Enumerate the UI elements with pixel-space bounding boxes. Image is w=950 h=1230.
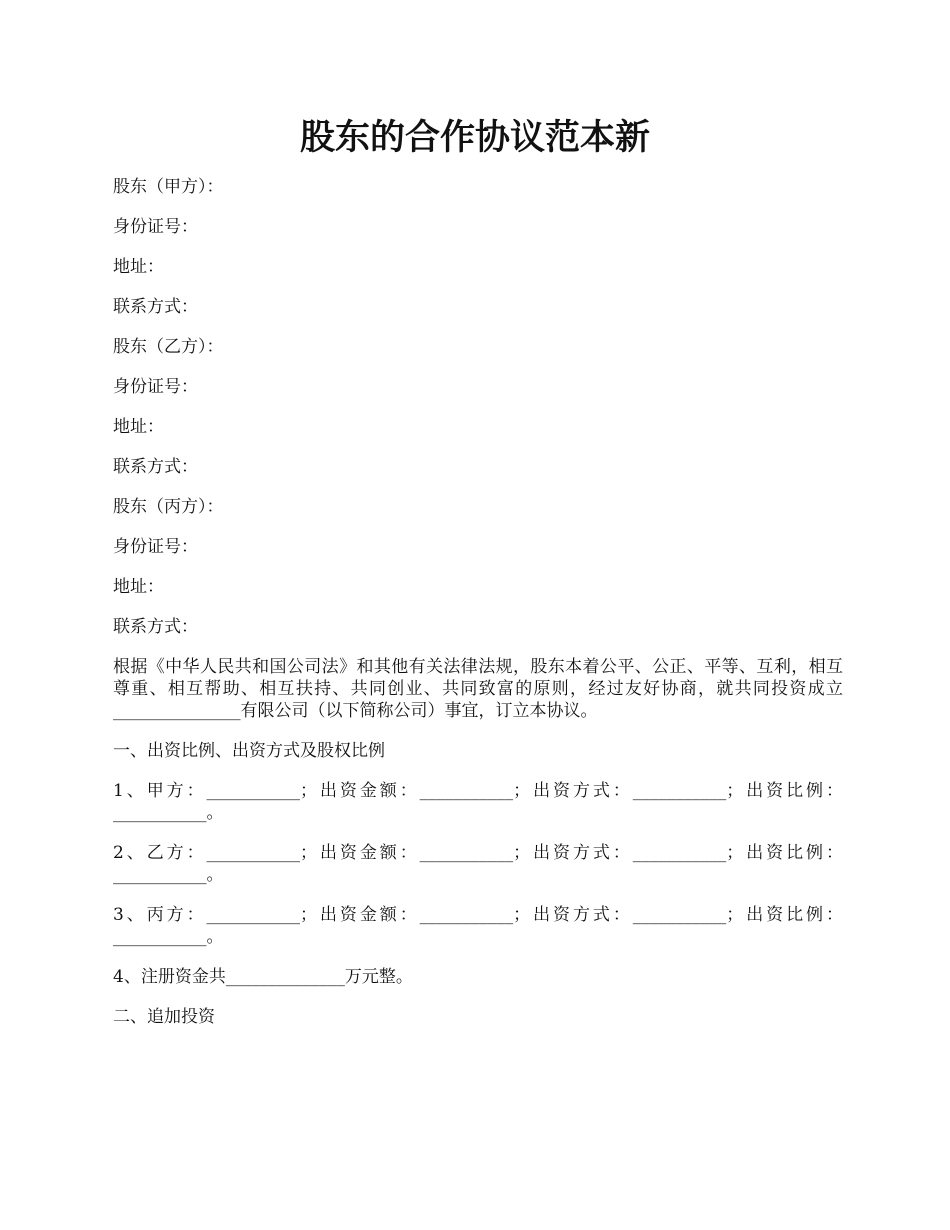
- document-body: [113, 176, 843, 1046]
- clause-party-b-contribution: 2、乙方：___________；出资金额：___________；出资方式：___________；出资比例：___________。: [113, 843, 843, 885]
- party-c-contact: 联系方式：: [113, 617, 198, 637]
- party-b-id-number: 身份证号：: [113, 377, 198, 397]
- clause-registered-capital: 4、注册资金共______________万元整。: [113, 967, 413, 987]
- party-a-contact: 联系方式：: [113, 297, 198, 317]
- party-a-address: 地址：: [113, 257, 164, 277]
- party-a-id-number: 身份证号：: [113, 217, 198, 237]
- clause-party-a-contribution: 1、甲方：___________；出资金额：___________；出资方式：___________；出资比例：___________。: [113, 781, 843, 823]
- document-title: 股东的合作协议范本新: [299, 117, 650, 158]
- party-c-address: 地址：: [113, 577, 164, 597]
- preamble-paragraph: 根据《中华人民共和国公司法》和其他有关法律法规，股东本着公平、公正、平等、互利，相互尊重、相互帮助、相互扶持、共同创业、共同致富的原则，经过友好协商，就共同投资成立_______________有限公司（以下简称公司）事宜，订立本协议。: [113, 657, 843, 721]
- party-b-shareholder: 股东（乙方）：: [113, 337, 224, 357]
- party-b-contact: 联系方式：: [113, 457, 198, 477]
- party-a-shareholder: 股东（甲方）：: [113, 177, 224, 197]
- section-heading-capital-contribution: 一、出资比例、出资方式及股权比例: [113, 741, 385, 761]
- party-c-id-number: 身份证号：: [113, 537, 198, 557]
- clause-party-c-contribution: 3、丙方：___________；出资金额：___________；出资方式：___________；出资比例：___________。: [113, 905, 843, 947]
- party-b-address: 地址：: [113, 417, 164, 437]
- party-c-shareholder: 股东（丙方）：: [113, 497, 224, 517]
- section-heading-additional-investment: 二、追加投资: [113, 1007, 215, 1027]
